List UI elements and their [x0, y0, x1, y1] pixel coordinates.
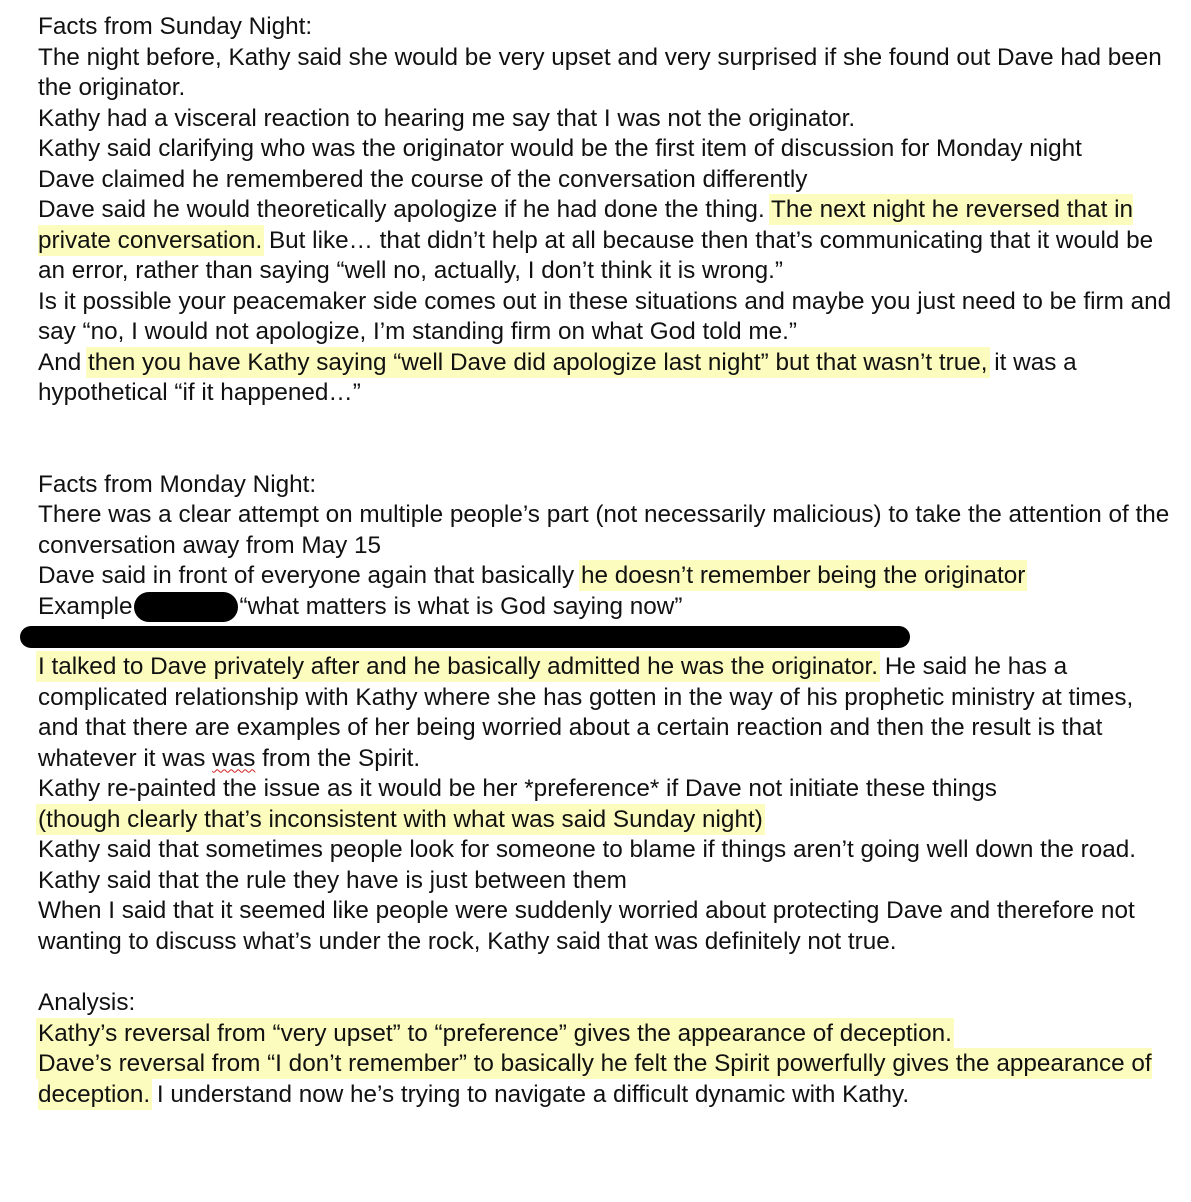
sunday-fact-7-text-rest: it was a hypothetical “if it happened…”	[38, 348, 1077, 406]
highlighted-text: then you have Kathy saying “well Dave did apologize last night” but that wasn’t true,	[87, 348, 988, 376]
sunday-fact-2: Kathy had a visceral reaction to hearing me say that I was not the originator.	[38, 104, 856, 132]
sunday-fact-5	[38, 195, 1173, 287]
highlighted-text: Dave’s reversal from “I don’t remember” to basically he felt the Spirit powerfully gives the appearance of deception.	[38, 1050, 1152, 1108]
monday-fact-4	[38, 652, 1173, 774]
document-body	[38, 12, 1173, 1110]
analysis-point-2	[38, 1049, 1173, 1110]
sunday-fact-5-text: Dave said he would theoretically apologize if he had done the thing.	[38, 196, 772, 223]
monday-example	[38, 592, 1173, 623]
monday-fact-2-text: Dave said in front of everyone again that basically	[38, 562, 581, 589]
monday-fact-9: When I said that it seemed like people were suddenly worried about protecting Dave and therefore not wanting to discuss what’s under the rock, Kathy said that was definitely not true.	[38, 897, 1135, 955]
sunday-heading: Facts from Sunday Night:	[38, 13, 313, 40]
highlighted-text: The next night he reversed that in private conversation.	[38, 196, 1133, 254]
highlighted-text: (though clearly that’s inconsistent with what was said Sunday night)	[38, 805, 763, 833]
sunday-fact-3: Kathy said clarifying who was the originator would be the first item of discussion for Monday night	[38, 135, 1082, 162]
analysis-heading: Analysis:	[38, 989, 136, 1016]
sunday-fact-1: The night before, Kathy said she would be very upset and very surprised if she found out Dave had been the originator.	[38, 43, 1162, 101]
monday-fact-7: Kathy said that sometimes people look for someone to blame if things aren’t going well down the road.	[38, 836, 1137, 863]
monday-fact-1: There was a clear attempt on multiple people’s part (not necessarily malicious) to take the attention of the conversation away from May 15	[38, 501, 1170, 559]
monday-fact-5: Kathy re-painted the issue as it would be her *preference* if Dave not initiate these things	[38, 775, 997, 802]
redaction-mark	[134, 592, 238, 622]
sunday-fact-7-text: And	[38, 348, 88, 376]
monday-fact-4-text: He said he has a complicated relationship with Kathy where she has gotten in the way of his prophetic ministry at times, and that there are examples of her being worried about a certain reaction and then the result is that whatever it was	[38, 653, 1134, 772]
analysis-point-1	[38, 1019, 1173, 1050]
highlighted-text: I talked to Dave privately after and he basically admitted he was the originator.	[38, 653, 879, 680]
sunday-fact-7	[38, 348, 1173, 409]
highlighted-text: he doesn’t remember being the originator	[580, 562, 1026, 589]
sunday-fact-4: Dave claimed he remembered the course of the conversation differently	[38, 165, 808, 193]
monday-fact-8: Kathy said that the rule they have is just between them	[38, 866, 627, 894]
highlighted-text: Kathy’s reversal from “very upset” to “preference” gives the appearance of deception.	[38, 1019, 952, 1047]
paragraph-spacer	[38, 957, 1173, 988]
example-label: Example	[38, 592, 133, 620]
monday-fact-6	[38, 805, 1173, 836]
redaction-bar	[20, 626, 910, 648]
sunday-fact-5-text-rest: But like… that didn’t help at all because then that’s communicating that it would be an error, rather than saying “well no, actually, I don’t think it is wrong.”	[38, 226, 1154, 284]
sunday-fact-6: Is it possible your peacemaker side comes out in these situations and maybe you just need to be firm and say “no, I would not apologize, I’m standing firm on what God told me.”	[38, 287, 1172, 345]
paragraph-spacer	[38, 409, 1173, 470]
spellcheck-underlined-word: was	[212, 744, 256, 772]
analysis-point-2-text: I understand now he’s trying to navigate a difficult dynamic with Kathy.	[150, 1080, 910, 1108]
monday-fact-4-text-end: from the Spirit.	[255, 744, 421, 772]
monday-fact-2	[38, 561, 1173, 592]
example-quote: “what matters is what is God saying now”	[239, 592, 683, 620]
monday-heading: Facts from Monday Night:	[38, 470, 317, 498]
